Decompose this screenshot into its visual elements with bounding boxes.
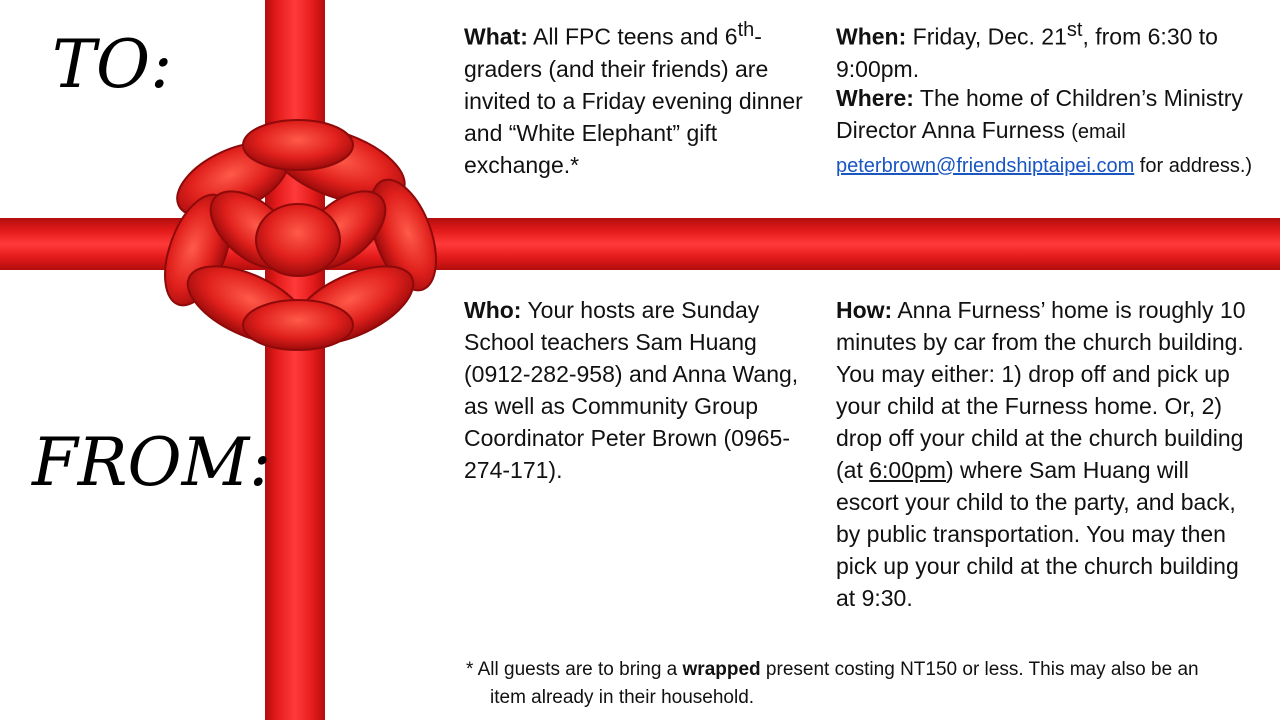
when-section bbox=[836, 14, 1256, 85]
where-heading: Where: bbox=[836, 85, 914, 111]
what-section bbox=[464, 14, 804, 181]
who-text: Your hosts are Sunday School teachers Sam Huang (0912-282-958) and Anna Wang, as well as Community Group Coordinator Peter Brown (0965-274-171). bbox=[464, 297, 799, 483]
when-heading: When: bbox=[836, 23, 907, 50]
footnote-text-2: present costing NT150 or less. This may also be an bbox=[760, 659, 1199, 680]
where-text: The home of Children’s Ministry Director Anna Furness bbox=[836, 85, 1243, 143]
footnote-bold: wrapped bbox=[682, 659, 761, 680]
how-text-2: ) where Sam Huang will escort your child to the party, and back, by public transportation. You may then pick up your child at the church building at 9:30. bbox=[836, 457, 1239, 611]
where-section bbox=[836, 82, 1256, 182]
how-text: Anna Furness’ home is roughly 10 minutes by car from the church building. You may either: 1) drop off and pick up your child at the Furness home. Or, 2) drop off your child at the church building (at bbox=[836, 297, 1246, 483]
when-text: Friday, Dec. 21 bbox=[906, 23, 1067, 50]
footnote-text: All guests are to bring a bbox=[473, 659, 683, 680]
gift-bow-icon bbox=[138, 110, 458, 360]
footnote-line-2: item already in their household. bbox=[490, 687, 755, 708]
what-text-2: -graders (and their friends) are invited to a Friday evening dinner and “White Elephant” gift exchange.* bbox=[464, 23, 803, 178]
to-label: TO: bbox=[52, 26, 173, 103]
footnote bbox=[466, 656, 1266, 712]
how-heading: How: bbox=[836, 297, 893, 323]
what-heading: What: bbox=[464, 23, 528, 50]
where-email-suffix: for address.) bbox=[1134, 155, 1253, 177]
footnote-star: * bbox=[466, 659, 474, 680]
vertical-ribbon bbox=[265, 0, 325, 720]
from-label: FROM: bbox=[32, 424, 272, 501]
how-section bbox=[836, 294, 1256, 614]
what-text: All FPC teens and 6 bbox=[527, 23, 738, 50]
email-link[interactable]: peterbrown@friendshiptaipei.com bbox=[836, 155, 1135, 177]
pickup-time: 6:00pm bbox=[869, 457, 946, 483]
who-section bbox=[464, 294, 804, 486]
when-sup: st bbox=[1066, 19, 1083, 41]
who-heading: Who: bbox=[464, 297, 522, 323]
when-text-2: , from 6:30 to 9:00pm. bbox=[836, 23, 1218, 82]
where-email-prefix: (email bbox=[1071, 121, 1126, 143]
what-sup: th bbox=[737, 19, 755, 41]
